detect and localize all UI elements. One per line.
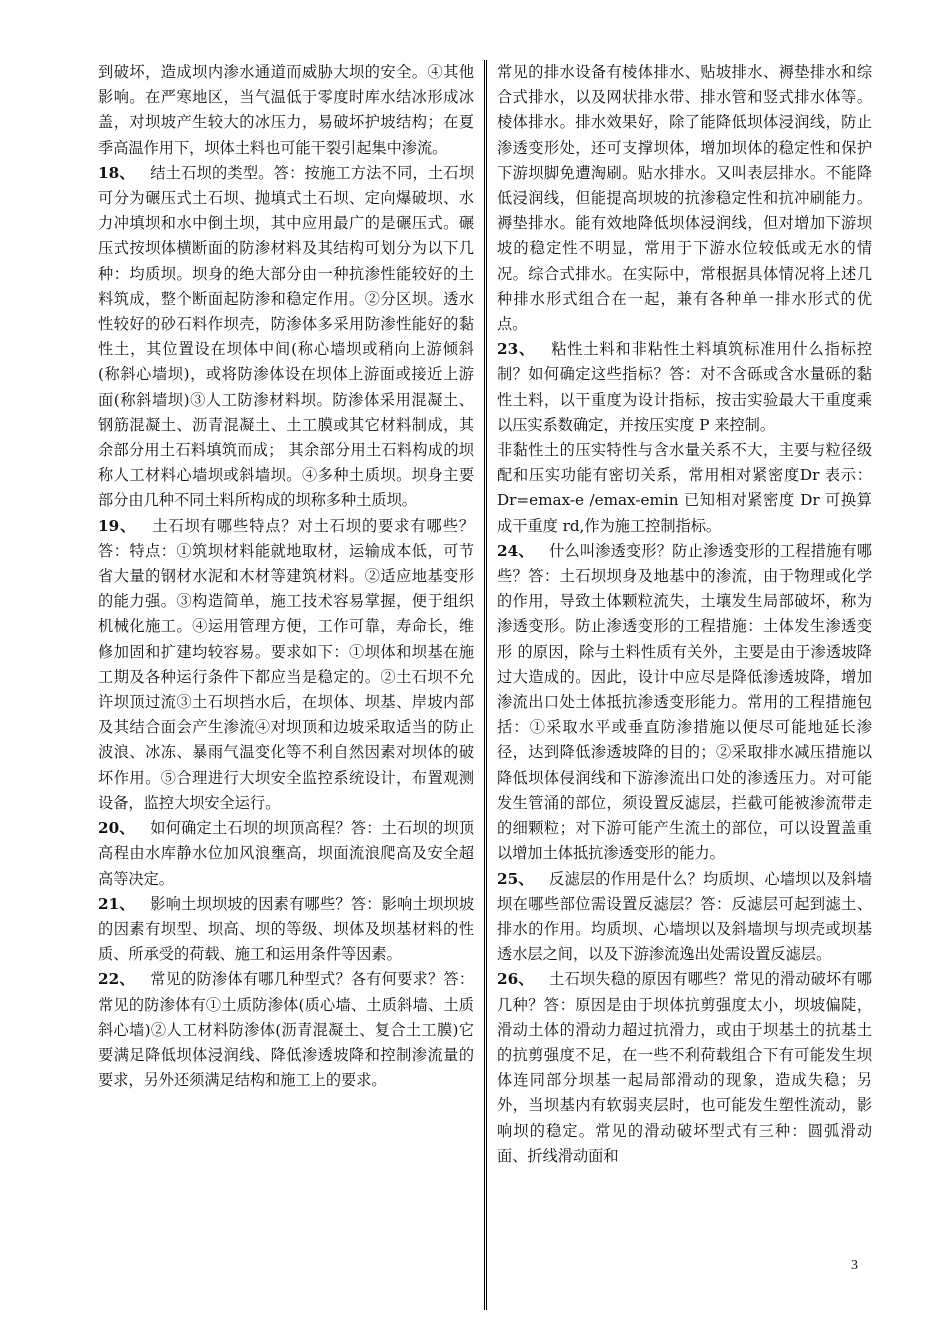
paragraph-text: 结土石坝的类型。答：按施工方法不同，土石坝可分为碾压式土石坝、抛填式土石坝、定向爆破坝、水力冲填坝和水中倒土坝，其中应用最广的是碾压式。碾压式按坝体横断面的防渗材料及其结构可划分为以下几种：均质坝。坝身的绝大部分由一种抗渗性能较好的土料筑成，整个断面起防渗和稳定作用。②分区坝。透水性较好的砂石料作坝壳，防渗体多采用防渗性能好的黏性土，其位置设在坝体中间(称心墙坝或稍向上游倾斜(称斜心墙坝)，或将防渗体设在坝体上游面或接近上游面(称斜墙坝)③人工防渗材料坝。防渗体采用混凝土、钢筋混凝土、沥青混凝土、土工膜或其它材料制成，其余部分用土石料填筑而成； 其余部分用土石料构成的坝称人工材料心墙坝或斜墙坝。④多种土质坝。坝身主要部分由几种不同土料所构成的坝称多种土质坝。	[98, 163, 474, 510]
paragraph-text: 到破坏，造成坝内渗水通道而威胁大坝的安全。④其他影响。在严寒地区，当气温低于零度时库水结冰形成冰盖，对坝坡产生较大的冰压力，易破坏护坡结构；在夏季高温作用下，坝体土料也可能干裂引起集中渗流。	[98, 63, 474, 157]
paragraph	[98, 816, 474, 892]
paragraph-text: 反滤层的作用是什么？均质坝、心墙坝以及斜墙坝在哪些部位需设置反滤层？答：反滤层可起到滤土、排水的作用。均质坝、心墙坝以及斜墙坝与坝壳或坝基透水层之间，以及下游渗流逸出处需设置反滤层。	[497, 869, 872, 964]
question-number: 25、	[497, 869, 534, 888]
question-number: 18、	[98, 163, 135, 182]
question-number: 20、	[98, 819, 135, 838]
paragraph	[98, 892, 474, 968]
question-number: 24、	[497, 541, 534, 560]
paragraph	[497, 539, 872, 867]
paragraph-text: 非黏性土的压实特性与含水量关系不大，主要与粒径级配和压实功能有密切关系，常用相对紧密度Dr 表示：Dr=emax-e /emax-emin 已知相对紧密度 Dr 可换算成干重度 rd,作为施工控制指标。	[497, 441, 872, 535]
question-number: 22、	[98, 970, 135, 989]
paragraph-text: 常见的防渗体有哪几种型式？各有何要求？答：常见的防渗体有①土质防渗体(质心墙、土质斜墙、土质斜心墙)②人工材料防渗体(沥青混凝土、复合土工膜)它要满足降低坝体浸润线、降低渗透坡降和控制渗流量的要求，另外还须满足结构和施工上的要求。	[98, 970, 474, 1090]
paragraph	[497, 337, 872, 438]
question-number: 19、	[98, 516, 137, 535]
page-number: 3	[851, 1258, 858, 1273]
paragraph	[98, 60, 474, 161]
question-number: 26、	[497, 970, 534, 989]
paragraph	[497, 60, 872, 337]
question-number: 21、	[98, 894, 135, 913]
paragraph	[497, 867, 872, 968]
paragraph-text: 土石坝失稳的原因有哪些？常见的滑动破坏有哪几种？答：原因是由于坝体抗剪强度太小，坝坡偏陡，滑动土体的滑动力超过抗滑力，或由于坝基土的抗基土 的抗剪强度不足，在一些不利荷载组合下有可能发生坝体连同部分坝基一起局部滑动的现象，造成失稳；另外，当坝基内有软弱夹层时，也可能发生塑性流动，影响坝的稳定。常见的滑动破坏型式有三种：圆弧滑动面、折线滑动面和	[497, 970, 872, 1165]
question-number: 23、	[497, 340, 536, 359]
paragraph	[497, 438, 872, 539]
left-column	[98, 60, 474, 1093]
paragraph-text: 土石坝有哪些特点？对土石坝的要求有哪些？答：特点：①筑坝材料能就地取材，运输成本低，可节省大量的钢材水泥和木材等建筑材料。②适应地基变形的能力强。③构造简单，施工技术容易掌握，便于组织机械化施工。④运用管理方便，工作可靠，寿命长，维修加固和扩建均较容易。要求如下：①坝体和坝基在施工期及各种运行条件下都应当是稳定的。②土石坝不允许坝顶过流③土石坝挡水后，在坝体、坝基、岸坡内部及其结合面会产生渗流④对坝顶和边坡采取适当的防止波浪、冰冻、暴雨气温变化等不利自然因素对坝体的破坏作用。⑤合理进行大坝安全监控系统设计，布置观测设备，监控大坝安全运行。	[98, 516, 474, 812]
paragraph-text: 粘性土料和非粘性土料填筑标准用什么指标控制？如何确定这些指标？答：对不含砾或含水量砾的黏性土料，以干重度为设计指标，按击实验最大干重度乘以压实系数确定，并按压实度 P 来控制。	[497, 340, 872, 434]
paragraph	[98, 161, 474, 514]
paragraph-text: 常见的排水设备有棱体排水、贴坡排水、褥垫排水和综合式排水，以及网状排水带、排水管和竖式排水体等。棱体排水。排水效果好，除了能降低坝体浸润线，防止渗透变形处，还可支撑坝体，增加坝体的稳定性和保护下游坝脚免遭淘刷。贴水排水。又叫表层排水。不能降低浸润线，但能提高坝坡的抗渗稳定性和抗冲刷能力。褥垫排水。能有效地降低坝体浸润线，但对增加下游坝坡的稳定性不明显，常用于下游水位较低或无水的情况。综合式排水。在实际中，常根据具体情况将上述几种排水形式组合在一起，兼有各种单一排水形式的优点。	[497, 63, 872, 334]
column-divider	[484, 60, 487, 1310]
paragraph	[98, 514, 474, 816]
paragraph	[497, 967, 872, 1169]
paragraph	[98, 967, 474, 1093]
paragraph-text: 什么叫渗透变形？防止渗透变形的工程措施有哪些？答：土石坝坝身及地基中的渗流，由于物理或化学的作用，导致土体颗粒流失，土壤发生局部破坏，称为渗透变形。防止渗透变形的工程措施：土体发生渗透变形 的原因，除与土料性质有关外，主要是由于渗透坡降过大造成的。因此，设计中应尽是降低渗透坡降，增加渗流出口处土体抵抗渗透变形能力。常用的工程措施包括：①采取水平或垂直防渗措施以便尽可能地延长渗径，达到降低渗透坡降的目的；②采取排水减压措施以降低坝体侵润线和下游渗流出口处的渗透压力。对可能发生管涌的部位，须设置反滤层，拦截可能被渗流带走的细颗粒；对下游可能产生流土的部位，可以设置盖重以增加土体抵抗渗透变形的能力。	[497, 541, 872, 863]
right-column	[497, 60, 872, 1169]
paragraph-text: 影响土坝坝坡的因素有哪些？答：影响土坝坝坡的因素有坝型、坝高、坝的等级、坝体及坝基材料的性质、所承受的荷载、施工和运用条件等因素。	[98, 894, 474, 964]
paragraph-text: 如何确定土石坝的坝顶高程？答：土石坝的坝顶高程由水库静水位加风浪壅高，坝面流浪爬高及安全超高等决定。	[98, 819, 474, 888]
